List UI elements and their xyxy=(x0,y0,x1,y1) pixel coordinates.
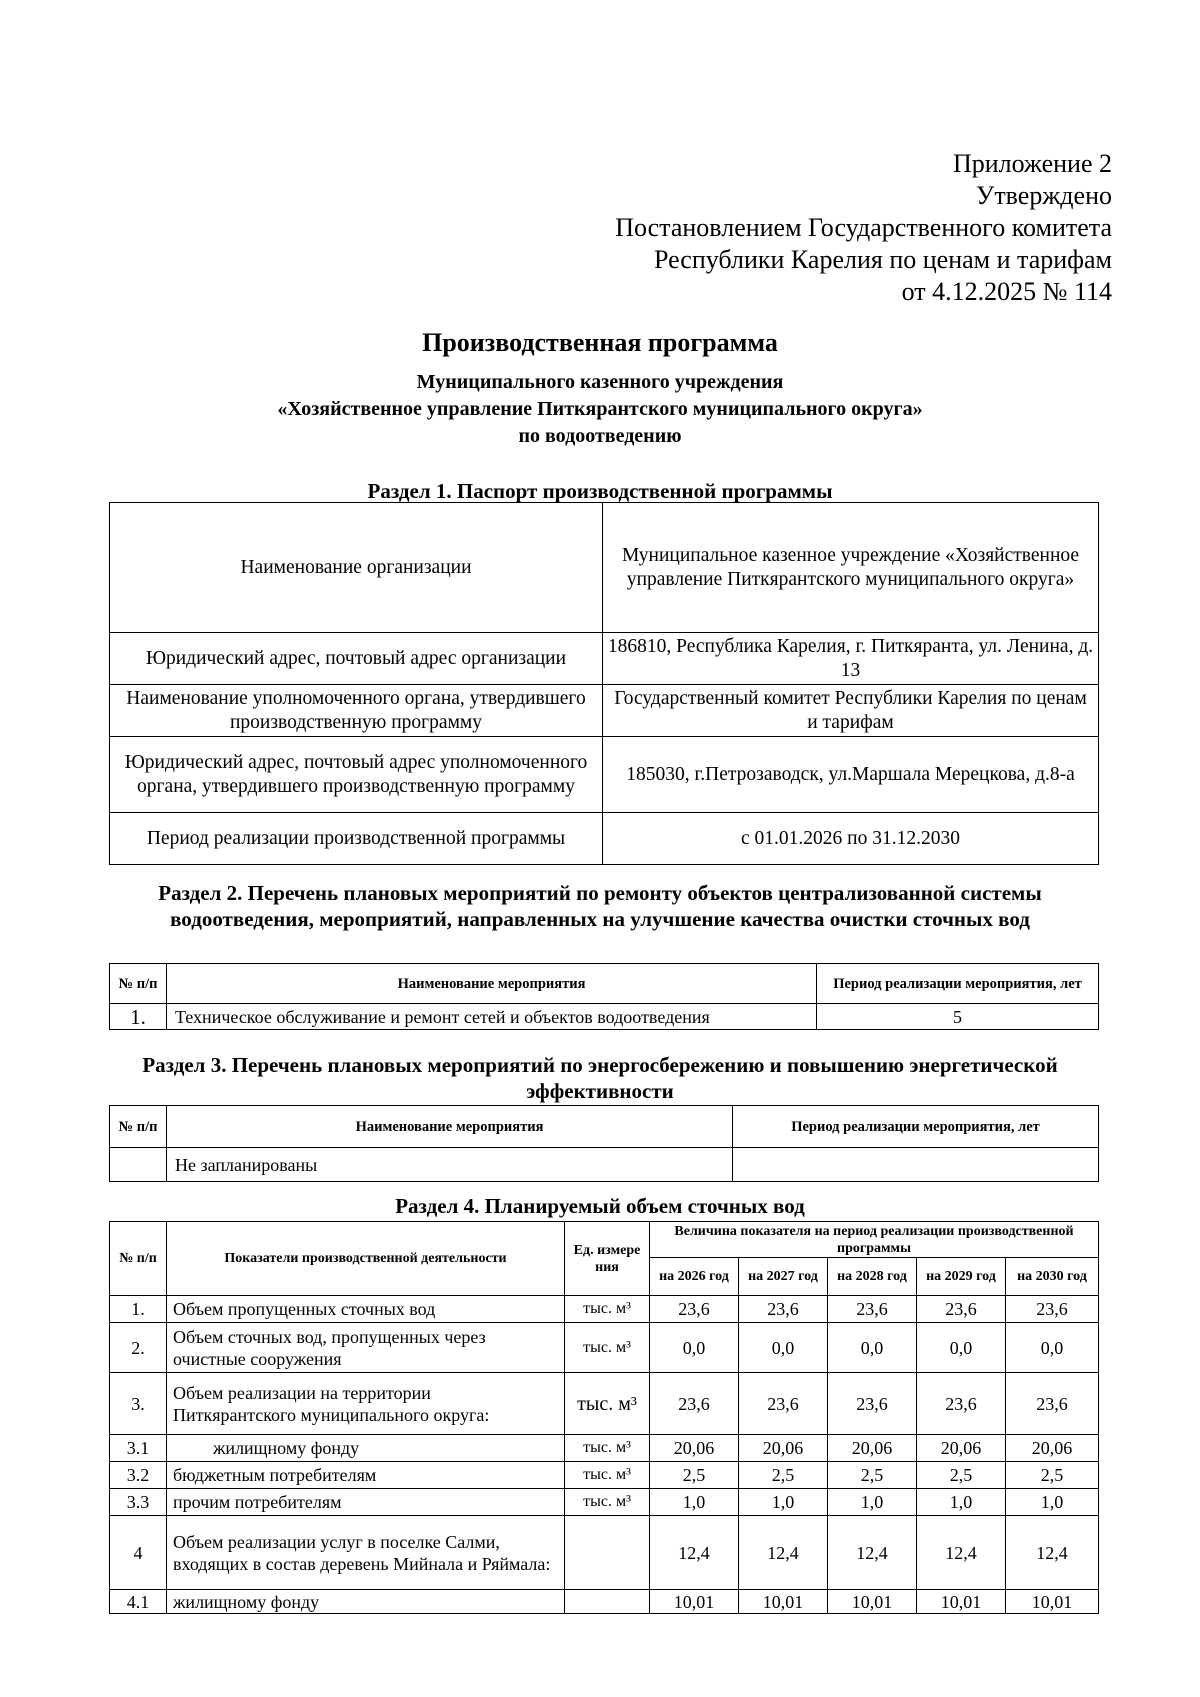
value-2028: 23,6 xyxy=(828,1373,917,1435)
table-row xyxy=(110,1004,1099,1030)
repair-measures-table xyxy=(109,963,1099,1030)
row-indicator: Объем сточных вод, пропущенных через очистные сооружения xyxy=(167,1323,565,1373)
row-num: 3. xyxy=(110,1373,167,1435)
value-2026: 23,6 xyxy=(650,1296,739,1323)
value-2029: 20,06 xyxy=(917,1435,1006,1462)
row-indicator: прочим потребителям xyxy=(167,1489,565,1516)
value-2026: 20,06 xyxy=(650,1435,739,1462)
value-2028: 20,06 xyxy=(828,1435,917,1462)
column-header-period: Величина показателя на период реализации производственной программы xyxy=(650,1222,1099,1258)
row-indicator: Объем реализации на территории Питкярантского муниципального округа: xyxy=(167,1373,565,1435)
value-2030: 10,01 xyxy=(1006,1590,1099,1614)
row-unit: тыс. м³ xyxy=(565,1489,650,1516)
passport-label: Юридический адрес, почтовый адрес организации xyxy=(110,633,603,685)
row-indicator: жилищному фонду xyxy=(167,1590,565,1614)
approval-decree: Постановлением Государственного комитета xyxy=(615,213,1112,242)
value-2027: 0,0 xyxy=(739,1323,828,1373)
row-period: 5 xyxy=(817,1004,1099,1030)
row-indicator: Объем реализации услуг в поселке Салми, входящих в состав деревень Мийнала и Ряймала: xyxy=(167,1516,565,1590)
value-2027: 2,5 xyxy=(739,1462,828,1489)
passport-label: Период реализации производственной программы xyxy=(110,813,603,865)
column-header-num: № п/п xyxy=(110,964,167,1004)
column-header-year-2027: на 2027 год xyxy=(739,1258,828,1296)
row-num: 4 xyxy=(110,1516,167,1590)
row-num: 2. xyxy=(110,1323,167,1373)
value-2028: 2,5 xyxy=(828,1462,917,1489)
table-row xyxy=(110,1373,1099,1435)
table-row xyxy=(110,633,1099,685)
row-num: 1. xyxy=(110,1004,167,1030)
table-row xyxy=(110,813,1099,865)
column-header-period: Период реализации мероприятия, лет xyxy=(817,964,1099,1004)
table-header-row xyxy=(110,964,1099,1004)
column-header-num: № п/п xyxy=(110,1106,167,1148)
value-2030: 12,4 xyxy=(1006,1516,1099,1590)
passport-value: Государственный комитет Республики Карелия по ценам и тарифам xyxy=(603,685,1099,737)
document-subtitle-3: по водоотведению xyxy=(518,425,682,447)
value-2028: 23,6 xyxy=(828,1296,917,1323)
value-2029: 23,6 xyxy=(917,1296,1006,1323)
row-unit: тыс. м³ xyxy=(565,1296,650,1323)
row-unit: тыс. м³ xyxy=(565,1435,650,1462)
document-subtitle-2: «Хозяйственное управление Питкярантского муниципального округа» xyxy=(277,398,923,420)
energy-measures-table xyxy=(109,1105,1099,1182)
column-header-period: Период реализации мероприятия, лет xyxy=(733,1106,1099,1148)
approval-approved: Утверждено xyxy=(975,181,1112,210)
passport-label: Наименование уполномоченного органа, утвердившего производственную программу xyxy=(110,685,603,737)
value-2027: 10,01 xyxy=(739,1590,828,1614)
approval-block xyxy=(412,148,1112,308)
value-2030: 0,0 xyxy=(1006,1323,1099,1373)
column-header-year-2029: на 2029 год xyxy=(917,1258,1006,1296)
row-unit: тыс. м³ xyxy=(565,1462,650,1489)
row-num: 3.2 xyxy=(110,1462,167,1489)
column-header-year-2028: на 2028 год xyxy=(828,1258,917,1296)
table-row xyxy=(110,1590,1099,1614)
row-num: 3.3 xyxy=(110,1489,167,1516)
passport-label: Наименование организации xyxy=(110,503,603,633)
table-row xyxy=(110,737,1099,813)
row-num: 3.1 xyxy=(110,1435,167,1462)
value-2027: 20,06 xyxy=(739,1435,828,1462)
row-unit: тыс. м³ xyxy=(565,1373,650,1435)
value-2030: 23,6 xyxy=(1006,1296,1099,1323)
row-num: 4.1 xyxy=(110,1590,167,1614)
row-period xyxy=(733,1148,1099,1182)
value-2027: 12,4 xyxy=(739,1516,828,1590)
value-2027: 23,6 xyxy=(739,1296,828,1323)
column-header-num: № п/п xyxy=(110,1222,167,1296)
column-header-year-2030: на 2030 год xyxy=(1006,1258,1099,1296)
table-header-row xyxy=(110,1222,1099,1258)
value-2029: 23,6 xyxy=(917,1373,1006,1435)
table-row xyxy=(110,1323,1099,1373)
section2-title: Раздел 2. Перечень плановых мероприятий по ремонту объектов централизованной системы водоотведения, мероприятий, направленных на улучшение качества очистки сточных вод xyxy=(158,881,1042,931)
approval-date-number: от 4.12.2025 № 114 xyxy=(901,277,1112,306)
document-subtitle-1: Муниципального казенного учреждения xyxy=(416,371,784,393)
row-name: Не запланированы xyxy=(167,1148,733,1182)
value-2026: 1,0 xyxy=(650,1489,739,1516)
table-row xyxy=(110,1148,1099,1182)
row-indicator: Объем пропущенных сточных вод xyxy=(167,1296,565,1323)
value-2030: 23,6 xyxy=(1006,1373,1099,1435)
value-2030: 1,0 xyxy=(1006,1489,1099,1516)
value-2026: 12,4 xyxy=(650,1516,739,1590)
column-header-year-2026: на 2026 год xyxy=(650,1258,739,1296)
row-num xyxy=(110,1148,167,1182)
table-row xyxy=(110,1296,1099,1323)
column-header-name: Наименование мероприятия xyxy=(167,1106,733,1148)
column-header-unit: Ед. измере ния xyxy=(565,1222,650,1296)
column-header-indicator: Показатели производственной деятельности xyxy=(167,1222,565,1296)
approval-appendix: Приложение 2 xyxy=(952,149,1112,178)
passport-label: Юридический адрес, почтовый адрес уполномоченного органа, утвердившего производственную программу xyxy=(110,737,603,813)
value-2029: 12,4 xyxy=(917,1516,1006,1590)
table-row xyxy=(110,1435,1099,1462)
passport-value: с 01.01.2026 по 31.12.2030 xyxy=(603,813,1099,865)
passport-value: Муниципальное казенное учреждение «Хозяйственное управление Питкярантского муниципального округа» xyxy=(603,503,1099,633)
passport-table xyxy=(109,502,1099,865)
row-num: 1. xyxy=(110,1296,167,1323)
value-2027: 1,0 xyxy=(739,1489,828,1516)
value-2029: 1,0 xyxy=(917,1489,1006,1516)
value-2028: 12,4 xyxy=(828,1516,917,1590)
section4-title: Раздел 4. Планируемый объем сточных вод xyxy=(395,1194,805,1218)
wastewater-volume-table xyxy=(109,1221,1099,1614)
row-indicator: жилищному фонду xyxy=(167,1435,565,1462)
value-2030: 20,06 xyxy=(1006,1435,1099,1462)
value-2028: 1,0 xyxy=(828,1489,917,1516)
value-2030: 2,5 xyxy=(1006,1462,1099,1489)
value-2029: 0,0 xyxy=(917,1323,1006,1373)
row-unit xyxy=(565,1590,650,1614)
table-row xyxy=(110,1516,1099,1590)
value-2028: 0,0 xyxy=(828,1323,917,1373)
section1-title: Раздел 1. Паспорт производственной программы xyxy=(367,479,833,503)
value-2029: 2,5 xyxy=(917,1462,1006,1489)
section3-title: Раздел 3. Перечень плановых мероприятий по энергосбережению и повышению энергетической эффективности xyxy=(142,1053,1058,1103)
table-row xyxy=(110,1462,1099,1489)
value-2026: 0,0 xyxy=(650,1323,739,1373)
value-2026: 23,6 xyxy=(650,1373,739,1435)
passport-value: 185030, г.Петрозаводск, ул.Маршала Мерецкова, д.8-а xyxy=(603,737,1099,813)
value-2026: 10,01 xyxy=(650,1590,739,1614)
passport-value: 186810, Республика Карелия, г. Питкяранта, ул. Ленина, д. 13 xyxy=(603,633,1099,685)
value-2028: 10,01 xyxy=(828,1590,917,1614)
document-title: Производственная программа xyxy=(422,328,778,357)
table-row xyxy=(110,1489,1099,1516)
value-2026: 2,5 xyxy=(650,1462,739,1489)
column-header-name: Наименование мероприятия xyxy=(167,964,817,1004)
table-header-row xyxy=(110,1106,1099,1148)
value-2027: 23,6 xyxy=(739,1373,828,1435)
table-row xyxy=(110,685,1099,737)
table-row xyxy=(110,503,1099,633)
row-unit xyxy=(565,1516,650,1590)
row-name: Техническое обслуживание и ремонт сетей и объектов водоотведения xyxy=(167,1004,817,1030)
approval-committee: Республики Карелия по ценам и тарифам xyxy=(653,245,1112,274)
row-indicator: бюджетным потребителям xyxy=(167,1462,565,1489)
row-unit: тыс. м³ xyxy=(565,1323,650,1373)
value-2029: 10,01 xyxy=(917,1590,1006,1614)
